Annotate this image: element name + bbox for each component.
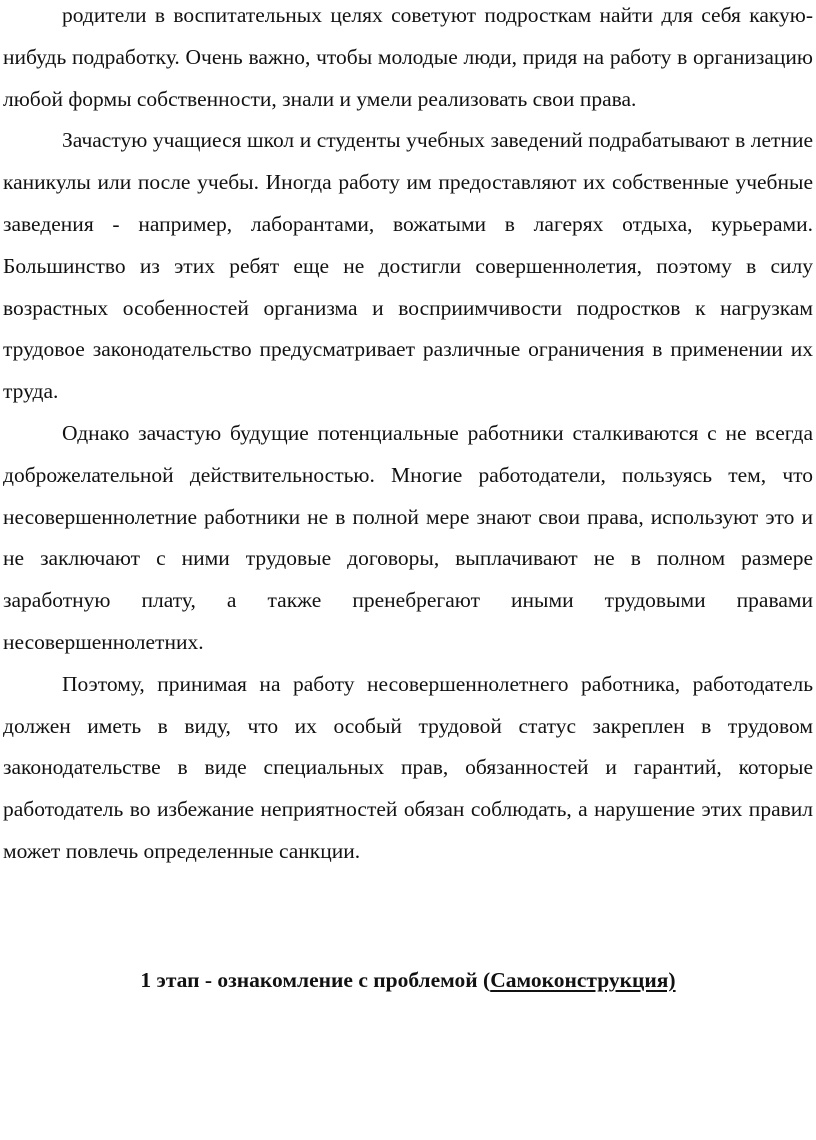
paragraph-1: родители в воспитательных целях советуют подросткам найти для себя какую-нибудь подработку. Очень важно, чтобы молодые люди, придя на работу в организацию любой формы собственности, знали и умели реализовать свои права. — [3, 3, 813, 111]
paragraph-2: Зачастую учащиеся школ и студенты учебных заведений подрабатывают в летние каникулы или после учебы. Иногда работу им предоставляют их собственные учебные заведения - например, лаборантами, вожатыми в лагерях отдыха, курьерами. Большинство из этих ребят еще не достигли совершеннолетия, поэтому в силу возрастных особенностей организма и восприимчивости подростков к нагрузкам трудовое законодательство предусматривает различные ограничения в применении их труда. — [3, 128, 813, 404]
section-heading — [0, 965, 816, 995]
section-heading-prefix: 1 этап - ознакомление с проблемой ( — [140, 968, 491, 992]
paragraph-4: Поэтому, принимая на работу несовершеннолетнего работника, работодатель должен иметь в виду, что их особый трудовой статус закреплен в трудовом законодательстве в виде специальных прав, обязанностей и гарантий, которые работодатель во избежание неприятностей обязан соблюдать, а нарушение этих правил может повлечь определенные санкции. — [3, 671, 813, 863]
section-heading-underlined: Самоконструкция) — [490, 968, 676, 992]
paragraph-3: Однако зачастую будущие потенциальные работники сталкиваются с не всегда доброжелательной действительностью. Многие работодатели, пользуясь тем, что несовершеннолетние работники не в полной мере знают свои права, используют это и не заключают с ними трудовые договоры, выплачивают не в полном размере заработную плату, а также пренебрегают иными трудовыми правами несовершеннолетних. — [3, 420, 813, 654]
